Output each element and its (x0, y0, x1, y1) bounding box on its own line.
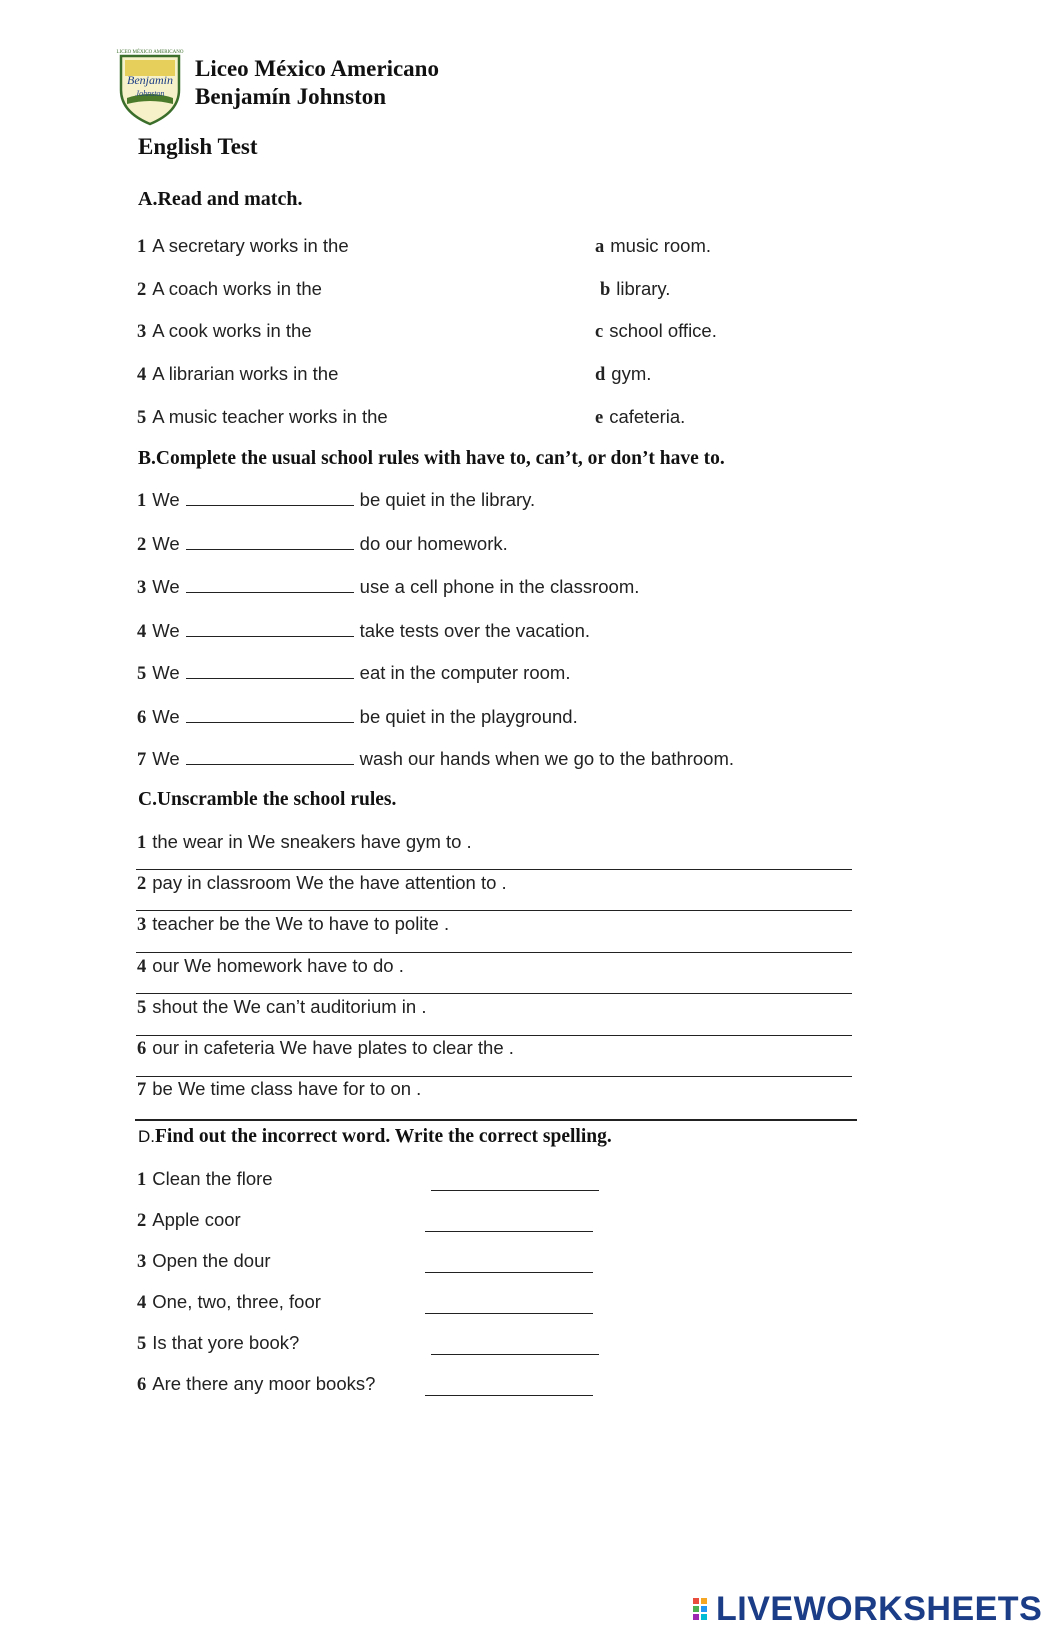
rule-row-5 (137, 662, 570, 685)
item-number: 6 (137, 708, 147, 728)
answer-line-5[interactable] (136, 1035, 852, 1036)
item-text: A cook works in the (152, 320, 312, 341)
answer-line-6[interactable] (136, 1076, 852, 1077)
item-text: Is that yore book? (152, 1332, 300, 1353)
item-text: teacher be the We to have to polite . (152, 913, 450, 934)
match-left-4 (137, 363, 338, 386)
item-text: A librarian works in the (152, 363, 339, 384)
item-text: the wear in We sneakers have gym to . (152, 831, 472, 852)
item-pre: We (152, 576, 180, 597)
answer-blank[interactable] (186, 706, 354, 723)
spelling-row-6 (137, 1373, 375, 1396)
item-number: 6 (137, 1375, 147, 1395)
item-pre: We (152, 533, 180, 554)
match-left-3 (137, 320, 312, 343)
item-number: 5 (137, 664, 147, 684)
option-text: music room. (610, 235, 711, 256)
liveworksheets-logo-icon (693, 1596, 715, 1626)
unscramble-row-6 (137, 1037, 514, 1060)
item-number: 2 (137, 874, 147, 894)
option-letter: d (595, 365, 606, 385)
item-text: One, two, three, foor (152, 1291, 321, 1312)
option-text: school office. (609, 320, 717, 341)
spelling-blank-3[interactable] (425, 1272, 593, 1273)
option-text: cafeteria. (609, 406, 686, 427)
item-text: A secretary works in the (152, 235, 349, 256)
section-a-letter: A. (138, 188, 158, 210)
section-d-letter: D. (138, 1127, 155, 1146)
item-number: 1 (137, 491, 147, 511)
item-number: 2 (137, 535, 147, 555)
item-text: Clean the flore (152, 1168, 273, 1189)
spelling-blank-2[interactable] (425, 1231, 593, 1232)
item-text: pay in classroom We the have attention to . (152, 872, 507, 893)
match-right-d (595, 363, 651, 386)
item-post: do our homework. (359, 533, 508, 554)
rule-row-2 (137, 533, 508, 556)
item-text: Open the dour (152, 1250, 271, 1271)
item-text: shout the We can’t auditorium in . (152, 996, 427, 1017)
spelling-blank-6[interactable] (425, 1395, 593, 1396)
item-text: Apple coor (152, 1209, 241, 1230)
rule-row-6 (137, 706, 578, 729)
answer-blank[interactable] (186, 533, 354, 550)
item-post: be quiet in the library. (359, 489, 536, 510)
option-letter: e (595, 408, 604, 428)
section-d-heading: Find out the incorrect word. Write the correct spelling. (155, 1126, 612, 1147)
item-number: 1 (137, 833, 147, 853)
spelling-row-1 (137, 1168, 273, 1191)
item-number: 3 (137, 322, 147, 342)
item-text: our We homework have to do . (152, 955, 404, 976)
answer-blank[interactable] (186, 576, 354, 593)
spelling-row-4 (137, 1291, 321, 1314)
item-post: wash our hands when we go to the bathroom. (359, 748, 735, 769)
spelling-blank-1[interactable] (431, 1190, 599, 1191)
item-pre: We (152, 748, 180, 769)
item-post: take tests over the vacation. (359, 620, 591, 641)
section-d-title (138, 1126, 612, 1148)
school-name-line2: Benjamín Johnston (195, 84, 387, 109)
match-right-a (595, 235, 711, 258)
item-post: use a cell phone in the classroom. (359, 576, 640, 597)
unscramble-row-1 (137, 831, 472, 854)
item-text: A coach works in the (152, 278, 322, 299)
spelling-blank-4[interactable] (425, 1313, 593, 1314)
match-left-1 (137, 235, 349, 258)
answer-line-3[interactable] (136, 952, 852, 953)
item-number: 2 (137, 1211, 147, 1231)
section-b-title: B.Complete the usual school rules with have to, can’t, or don’t have to. (138, 448, 725, 469)
option-text: gym. (611, 363, 652, 384)
item-pre: We (152, 662, 180, 683)
section-c-title: C.Unscramble the school rules. (138, 789, 397, 810)
item-number: 7 (137, 750, 147, 770)
item-number: 7 (137, 1080, 147, 1100)
rule-row-7 (137, 748, 734, 771)
answer-blank[interactable] (186, 620, 354, 637)
item-number: 3 (137, 578, 147, 598)
spelling-blank-5[interactable] (431, 1354, 599, 1355)
unscramble-row-3 (137, 913, 449, 936)
item-number: 4 (137, 365, 147, 385)
item-number: 4 (137, 622, 147, 642)
logo-name-1: Benjamin (127, 73, 173, 87)
logo-name-2: Johnston (135, 89, 165, 98)
item-pre: We (152, 706, 180, 727)
unscramble-row-7 (137, 1078, 421, 1101)
answer-line-4[interactable] (136, 993, 852, 994)
spelling-row-5 (137, 1332, 299, 1355)
rule-row-4 (137, 620, 590, 643)
item-text: be We time class have for to on . (152, 1078, 422, 1099)
answer-line-7[interactable] (135, 1119, 857, 1121)
match-right-b (600, 278, 670, 301)
item-text: Are there any moor books? (152, 1373, 376, 1394)
item-number: 1 (137, 237, 147, 257)
item-number: 1 (137, 1170, 147, 1190)
answer-blank[interactable] (186, 489, 354, 506)
item-text: our in cafeteria We have plates to clear the . (152, 1037, 514, 1058)
item-post: be quiet in the playground. (359, 706, 578, 727)
item-number: 3 (137, 1252, 147, 1272)
answer-line-2[interactable] (136, 910, 852, 911)
answer-line-1[interactable] (136, 869, 852, 870)
item-number: 4 (137, 1293, 147, 1313)
item-pre: We (152, 620, 180, 641)
match-left-5 (137, 406, 388, 429)
answer-blank[interactable] (186, 662, 354, 679)
answer-blank[interactable] (186, 748, 354, 765)
section-a-title (138, 188, 302, 211)
item-number: 3 (137, 915, 147, 935)
option-letter: b (600, 280, 611, 300)
spelling-row-3 (137, 1250, 271, 1273)
liveworksheets-watermark: LIVEWORKSHEETS (716, 1590, 1042, 1628)
unscramble-row-2 (137, 872, 507, 895)
item-post: eat in the computer room. (359, 662, 571, 683)
item-number: 4 (137, 957, 147, 977)
match-right-e (595, 406, 685, 429)
item-number: 5 (137, 408, 147, 428)
option-letter: c (595, 322, 604, 342)
option-text: library. (616, 278, 671, 299)
rule-row-1 (137, 489, 535, 512)
item-pre: We (152, 489, 180, 510)
item-number: 6 (137, 1039, 147, 1059)
school-name-line1: Liceo México Americano (195, 56, 439, 81)
school-logo (117, 46, 183, 126)
test-title: English Test (138, 134, 258, 159)
match-left-2 (137, 278, 322, 301)
rule-row-3 (137, 576, 639, 599)
section-a-heading: Read and match. (157, 188, 303, 210)
match-right-c (595, 320, 717, 343)
unscramble-row-4 (137, 955, 404, 978)
item-text: A music teacher works in the (152, 406, 388, 427)
option-letter: a (595, 237, 605, 257)
item-number: 5 (137, 1334, 147, 1354)
unscramble-row-5 (137, 996, 426, 1019)
spelling-row-2 (137, 1209, 241, 1232)
item-number: 2 (137, 280, 147, 300)
item-number: 5 (137, 998, 147, 1018)
logo-banner: LICEO MÉXICO AMERICANO (116, 50, 184, 55)
